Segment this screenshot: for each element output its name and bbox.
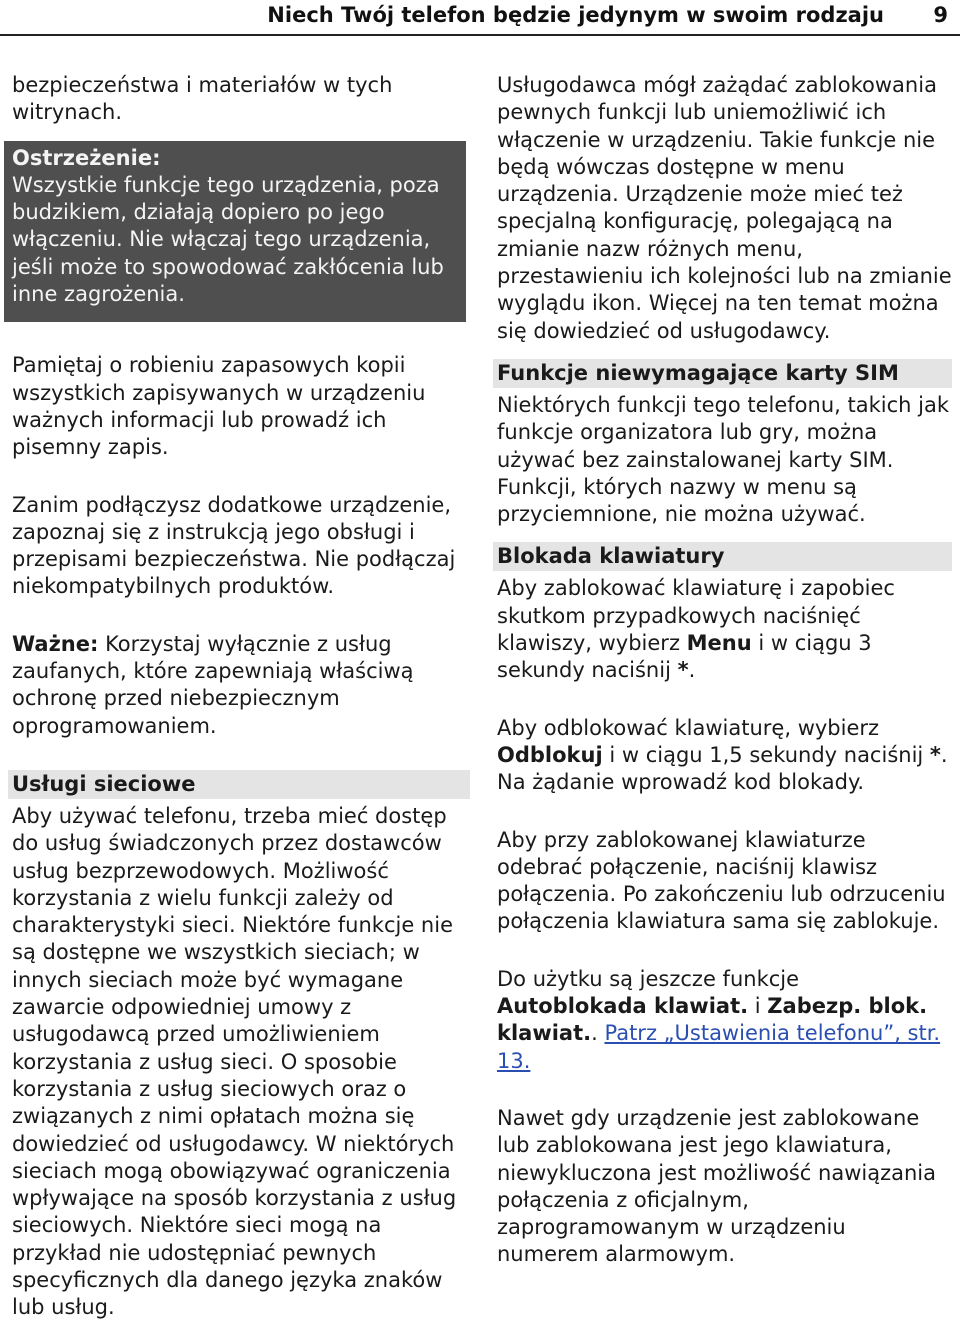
answer-call-paragraph: Aby przy zablokowanej klawiaturze odebrać połączenie, naciśnij klawisz połączenia. Po zakończeniu lub odrzuceniu połączenia klawiatura sama się zablokuje.	[497, 827, 946, 934]
section-heading-sim: Funkcje niewymagające karty SIM	[493, 359, 952, 388]
menu-key-label: Menu	[686, 631, 752, 656]
intro-paragraph: bezpieczeństwa i materiałów w tych witrynach.	[12, 73, 393, 125]
unlock-mid-text: i w ciągu 1,5 sekundy naciśnij	[602, 742, 930, 767]
provider-paragraph: Usługodawca mógł zażądać zablokowania pewnych funkcji lub uniemożliwić ich włączenie w urządzeniu. Takie funkcje nie będą wówczas dostępne w menu urządzenia. Urządzenie może mieć też specjalną konfigurację, polegającą na zmianie nazw różnych menu, przestawieniu ich kolejności lub na zmianie wyglądu ikon. Więcej na ten temat można się dowiedzieć od usługodawcy.	[497, 73, 952, 343]
autolock-label: Autoblokada klawiat.	[497, 994, 749, 1019]
network-services-paragraph: Aby używać telefonu, trzeba mieć dostęp do usług świadczonych przez dostawców usług bezprzewodowych. Możliwość korzystania z wielu funkcji zależy od charakterystyki sieci. Niektóre funkcje nie są dostępne we wszystkich sieciach; w innych sieciach może być wymagane zawarcie odpowiedniej umowy z usługodawcą przed umożliwieniem korzystania z usług sieci. O sposobie korzystania z usług sieciowych oraz o związanych z nimi opłatach można się dowiedzieć od usługodawcy. W niektórych sieciach mogą obowiązywać ograniczenia wpływające na sposób korzystania z usług sieciowych. Niektóre sieci mogą na przykład nie udostępniać pewnych specyficznych dla danego języka znaków lub usług.	[12, 803, 457, 1320]
section-heading-keylock: Blokada klawiatury	[493, 542, 952, 571]
warning-box	[4, 141, 466, 323]
important-paragraph	[12, 631, 470, 740]
star-key-label: *	[677, 658, 689, 683]
important-text: Korzystaj wyłącznie z usług zaufanych, które zapewniają właściwą ochronę przed niebezpiecznym oprogramowaniem.	[12, 631, 414, 738]
also-and-text: i	[748, 994, 768, 1019]
connect-paragraph: Zanim podłączysz dodatkowe urządzenie, zapoznaj się z instrukcją jego obsługi i przepisami bezpieczeństwa. Nie podłączaj niekompatybilnych produktów.	[12, 492, 456, 599]
warning-text: Wszystkie funkcje tego urządzenia, poza budzikiem, działają dopiero po jego włączeniu. Nie włączaj tego urządzenia, jeśli może to spowodować zakłócenia lub inne zagrożenia.	[12, 172, 444, 307]
secure-lock-label: Zabezp. blok. klawiat.	[497, 994, 928, 1046]
page-header	[0, 0, 960, 36]
also-text: Do użytku są jeszcze funkcje	[497, 966, 800, 991]
unlock-key-label: Odblokuj	[497, 742, 603, 767]
right-column	[497, 72, 952, 1269]
unlock-star-label: *	[929, 742, 941, 767]
lock-text: Aby zablokować klawiaturę i zapobiec skutkom przypadkowych naciśnięć klawiszy, wybierz	[497, 576, 895, 656]
sim-paragraph: Niektórych funkcji tego telefonu, takich jak funkcje organizatora lub gry, można używać bez zainstalowanej karty SIM. Funkcji, których nazwy w menu są przyciemnione, nie można używać.	[497, 392, 949, 527]
page-number: 9	[933, 3, 948, 27]
also-dot: .	[591, 1021, 605, 1046]
warning-title: Ostrzeżenie:	[12, 145, 161, 170]
settings-link[interactable]: Patrz „Ustawienia telefonu”, str. 13.	[497, 1021, 941, 1073]
important-label: Ważne:	[12, 631, 99, 656]
emergency-paragraph: Nawet gdy urządzenie jest zablokowane lub zablokowana jest jego klawiatura, niewykluczona jest możliwość nawiązania połączenia z oficjalnym, zaprogramowanym w urządzeniu numerem alarmowym.	[497, 1105, 936, 1267]
lock-paragraph	[497, 575, 952, 684]
unlock-text: Aby odblokować klawiaturę, wybierz	[497, 715, 880, 740]
backup-paragraph: Pamiętaj o robieniu zapasowych kopii wszystkich zapisywanych w urządzeniu ważnych informacji lub prowadź ich pisemny zapis.	[12, 353, 426, 460]
lock-mid-text: i w ciągu 3 sekundy naciśnij	[497, 631, 872, 683]
unlock-end-text: . Na żądanie wprowadź kod blokady.	[497, 742, 948, 795]
left-column	[12, 72, 470, 1322]
also-paragraph	[497, 966, 952, 1075]
header-title: Niech Twój telefon będzie jedynym w swoim rodzaju	[267, 3, 884, 27]
unlock-paragraph	[497, 715, 952, 797]
section-heading-network-services: Usługi sieciowe	[8, 770, 470, 799]
lock-end-text: .	[688, 658, 696, 683]
